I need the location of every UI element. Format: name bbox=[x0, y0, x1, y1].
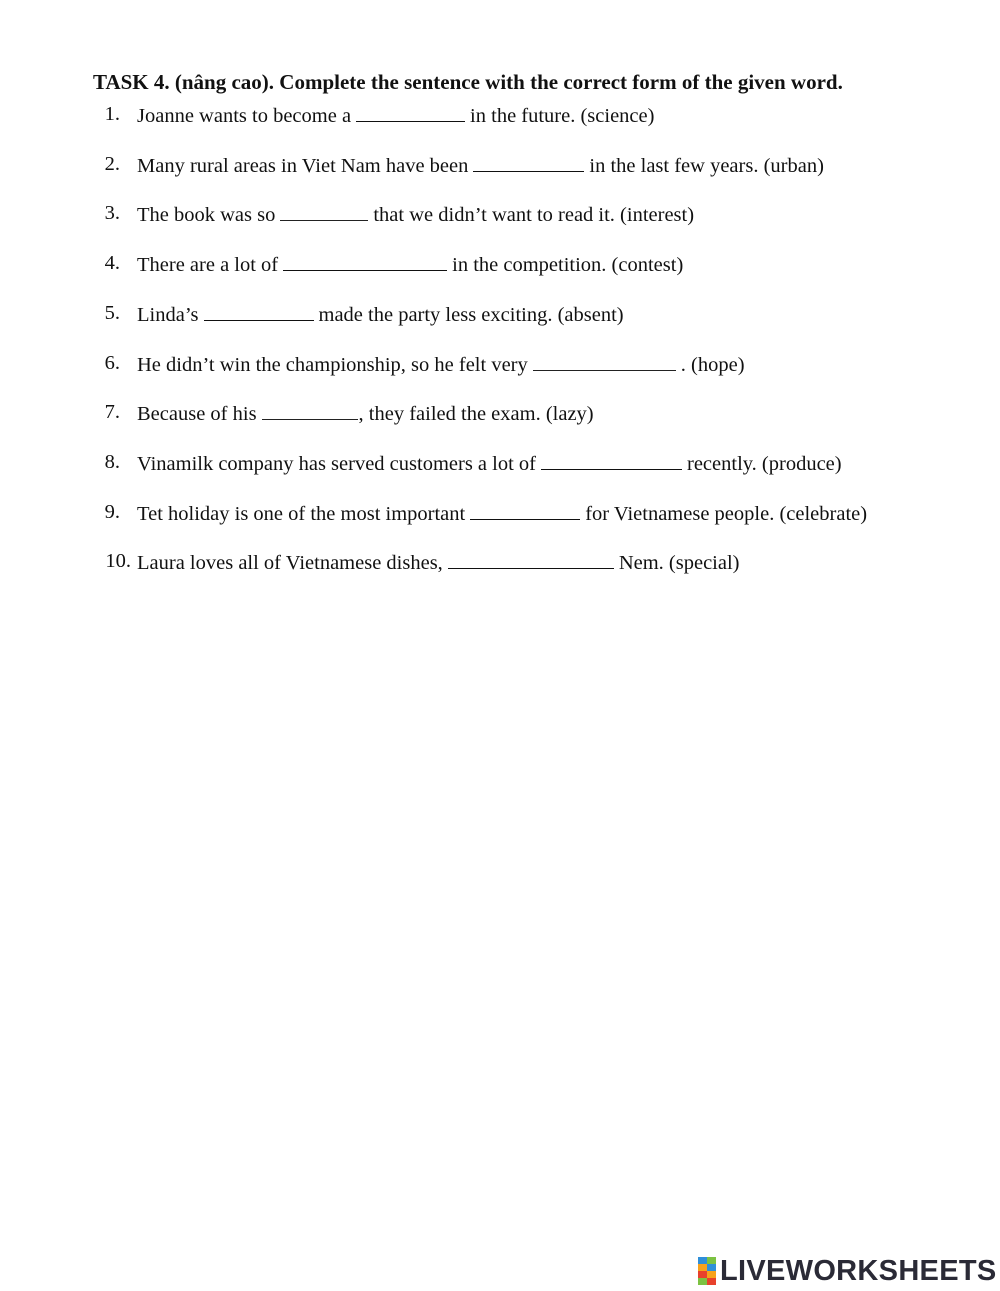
question-number: 2. bbox=[104, 153, 120, 175]
question-after: that we didn’t want to read it. (interest) bbox=[373, 204, 695, 226]
question-text bbox=[137, 501, 867, 526]
liveworksheets-logo-text: LIVEWORKSHEETS bbox=[720, 1254, 997, 1287]
question-before: Because of his bbox=[137, 403, 257, 425]
answer-blank-3[interactable] bbox=[280, 202, 368, 221]
question-after: . (hope) bbox=[680, 354, 745, 376]
question-before: Vinamilk company has served customers a lot of bbox=[137, 453, 536, 475]
liveworksheets-mark-icon bbox=[698, 1257, 716, 1285]
question-before: There are a lot of bbox=[137, 254, 279, 276]
question-3 bbox=[0, 202, 1000, 232]
question-text bbox=[137, 103, 654, 128]
question-2 bbox=[0, 153, 1000, 183]
question-before: Tet holiday is one of the most important bbox=[137, 503, 466, 525]
question-10 bbox=[0, 550, 1000, 580]
question-6 bbox=[0, 352, 1000, 382]
question-5 bbox=[0, 302, 1000, 332]
question-after: in the competition. (contest) bbox=[452, 254, 684, 276]
answer-blank-6[interactable] bbox=[533, 352, 676, 371]
question-4 bbox=[0, 252, 1000, 282]
liveworksheets-logo bbox=[698, 1253, 997, 1289]
question-text bbox=[137, 451, 842, 476]
question-after: recently. (produce) bbox=[687, 453, 842, 475]
question-1 bbox=[0, 103, 1000, 133]
answer-blank-9[interactable] bbox=[470, 501, 580, 520]
question-text bbox=[137, 401, 594, 426]
question-number: 5. bbox=[104, 302, 120, 324]
question-after: in the last few years. (urban) bbox=[589, 155, 824, 177]
answer-blank-1[interactable] bbox=[356, 103, 465, 122]
question-number: 10. bbox=[105, 550, 131, 572]
question-8 bbox=[0, 451, 1000, 481]
question-text bbox=[137, 202, 694, 227]
question-number: 7. bbox=[104, 401, 120, 423]
question-before: Laura loves all of Vietnamese dishes, bbox=[137, 552, 443, 574]
question-after: for Vietnamese people. (celebrate) bbox=[585, 503, 868, 525]
answer-blank-5[interactable] bbox=[204, 302, 314, 321]
question-before: Joanne wants to become a bbox=[137, 105, 352, 127]
answer-blank-8[interactable] bbox=[541, 451, 682, 470]
question-after: , they failed the exam. (lazy) bbox=[358, 403, 594, 425]
question-number: 1. bbox=[104, 103, 120, 125]
answer-blank-2[interactable] bbox=[473, 153, 584, 172]
question-number: 6. bbox=[104, 352, 120, 374]
question-before: Linda’s bbox=[137, 304, 199, 326]
question-text bbox=[137, 352, 745, 377]
question-after: Nem. (special) bbox=[618, 552, 740, 574]
question-number: 4. bbox=[104, 252, 120, 274]
question-number: 8. bbox=[104, 451, 120, 473]
question-text bbox=[137, 550, 739, 575]
question-text bbox=[137, 252, 683, 277]
question-after: made the party less exciting. (absent) bbox=[318, 304, 624, 326]
question-before: The book was so bbox=[137, 204, 276, 226]
question-before: Many rural areas in Viet Nam have been bbox=[137, 155, 469, 177]
question-text bbox=[137, 302, 624, 327]
answer-blank-7[interactable] bbox=[262, 401, 358, 420]
question-number: 9. bbox=[104, 501, 120, 523]
question-after: in the future. (science) bbox=[470, 105, 655, 127]
question-number: 3. bbox=[104, 202, 120, 224]
question-7 bbox=[0, 401, 1000, 431]
question-9 bbox=[0, 501, 1000, 531]
question-text bbox=[137, 153, 824, 178]
answer-blank-4[interactable] bbox=[283, 252, 447, 271]
answer-blank-10[interactable] bbox=[448, 550, 614, 569]
task-title: TASK 4. (nâng cao). Complete the sentence with the correct form of the given word. bbox=[93, 70, 843, 94]
question-before: He didn’t win the championship, so he felt very bbox=[137, 354, 528, 376]
